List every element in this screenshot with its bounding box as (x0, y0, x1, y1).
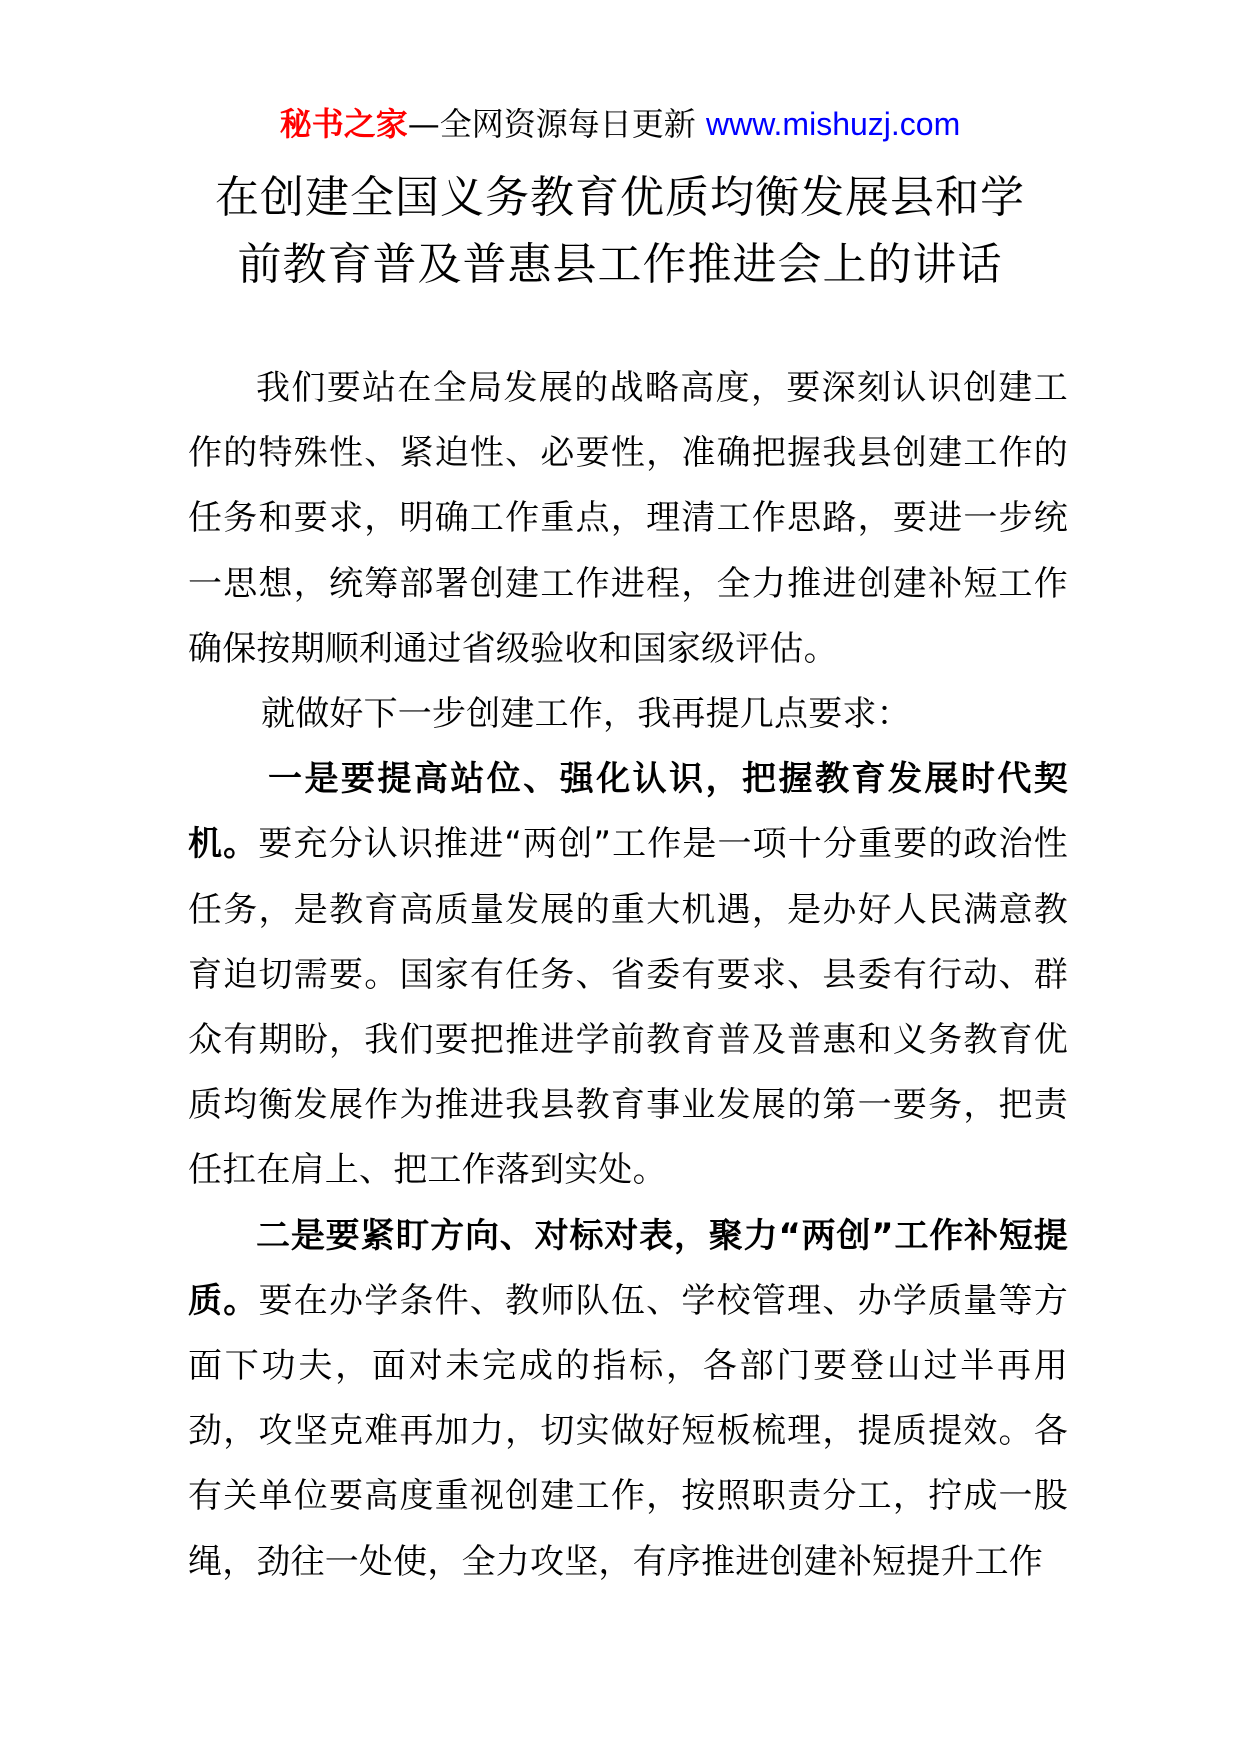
paragraph-requirements-lead: 就做好下一步创建工作，我再提几点要求： (261, 694, 911, 735)
paragraph-point-two (188, 1204, 1068, 1595)
site-header (0, 102, 1240, 146)
document-title (150, 164, 1090, 298)
site-tagline: —全网资源每日更新 (407, 105, 706, 143)
point-two-text: 要在办学条件、教师队伍、学校管理、办学质量等方面下功夫，面对未完成的指标，各部门要登山过半再用劲，攻坚克难再加力，切实做好短板梳理，提质提效。各有关单位要高度重视创建工作，按照职责分工，拧成一股绳，劲往一处使，全力攻坚，有序推进创建补短提升工作 (188, 1280, 1068, 1582)
site-url-link[interactable]: www.mishuzj.com (705, 106, 961, 142)
paragraph-point-one (188, 747, 1068, 1203)
document-body (188, 356, 1068, 1595)
point-two-heading: 二是要紧盯方向、对标对表，聚力“两创”工作补短提质。 (188, 1215, 1068, 1321)
point-one-text: 要充分认识推进“两创”工作是一项十分重要的政治性任务，是教育高质量发展的重大机遇，是办好人民满意教育迫切需要。国家有任务、省委有要求、县委有行动、群众有期盼，我们要把推进学前教育普及普惠和义务教育优质均衡发展作为推进我县教育事业发展的第一要务，把责任扛在肩上、把工作落到实处。 (188, 824, 1069, 1191)
paragraph-intro: 我们要站在全局发展的战略高度，要深刻认识创建工作的特殊性、紧迫性、必要性，准确把握我县创建工作的任务和要求，明确工作重点，理清工作思路，要进一步统一思想，统筹部署创建工作进程，全力推进创建补短工作确保按期顺利通过省级验收和国家级评估。 (188, 368, 1068, 669)
site-brand: 秘书之家 (279, 105, 408, 143)
document-title-line-2: 前教育普及普惠县工作推进会上的讲话 (237, 239, 1003, 290)
point-one-heading: 一是要提高站位、强化认识，把握教育发展时代契机。 (188, 759, 1068, 865)
document-title-line-1: 在创建全国义务教育优质均衡发展县和学 (215, 172, 1025, 223)
